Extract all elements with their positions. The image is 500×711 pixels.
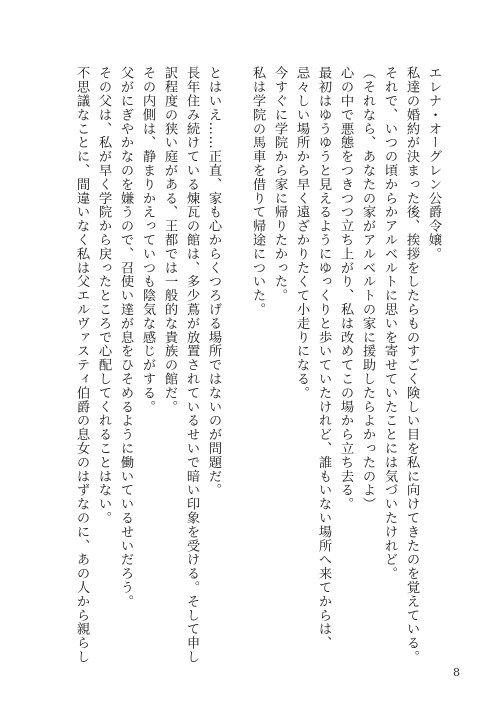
text-line: 心の中で悪態をつきつつ立ち上がり、私は改めてこの場から立ち去る。 xyxy=(338,66,353,511)
text-line: 忌々しい場所から早く遠ざかりたくて小走りになる。 xyxy=(294,66,309,400)
page-number: 8 xyxy=(453,666,460,679)
text-line: とはいえ……正直、家も心からくつろげる場所ではないのが問題だ。 xyxy=(206,66,221,497)
text-line: エレナ・オーグレン公爵令嬢。 xyxy=(426,66,441,261)
text-line: 私は学院の馬車を借りて帰途についた。 xyxy=(250,66,265,317)
text-line: 父がにぎやかなのを嫌うので、召使い達が息をひそめるように働いているせいだろう。 xyxy=(118,66,133,609)
text-line: 訳程度の狭い庭がある、王都では一般的な貴族の館だ。 xyxy=(162,66,177,414)
text-line: 不思議なことに、間違いなく私は父エルヴァスティ伯爵の息女のはずなのに、あの人から親らし xyxy=(74,66,89,664)
blank-line xyxy=(224,66,246,666)
text-line: その内側は、静まりかえっていつも陰気な感じがする。 xyxy=(140,66,155,414)
text-line: 私達の婚約が決まった後、挨拶をしたらものすごく険しい目を私に向けてきたのを覚えている。 xyxy=(404,66,419,664)
text-line: 長年住み続けている煉瓦の館は、多少蔦が放置されているせいで暗い印象を受ける。そして申し xyxy=(184,66,199,664)
text-line: 最初はゆうゆうと見えるようにゆっくりと歩いていたけれど、誰もいない場所へ来てからは、 xyxy=(316,66,331,650)
body-text xyxy=(70,66,444,666)
text-line: その父は、私が早く学院から戻ったところで心配してくれることはない。 xyxy=(96,66,111,525)
text-line: 今すぐに学院から家に帰りたかった。 xyxy=(272,66,287,303)
text-line: （それなら、あなたの家がアルベルトの家に援助したらよかったのよ） xyxy=(360,66,375,511)
text-line: それで、いつの頃からかアルベルトに思いを寄せていたことには気づいたけれど。 xyxy=(382,66,397,581)
